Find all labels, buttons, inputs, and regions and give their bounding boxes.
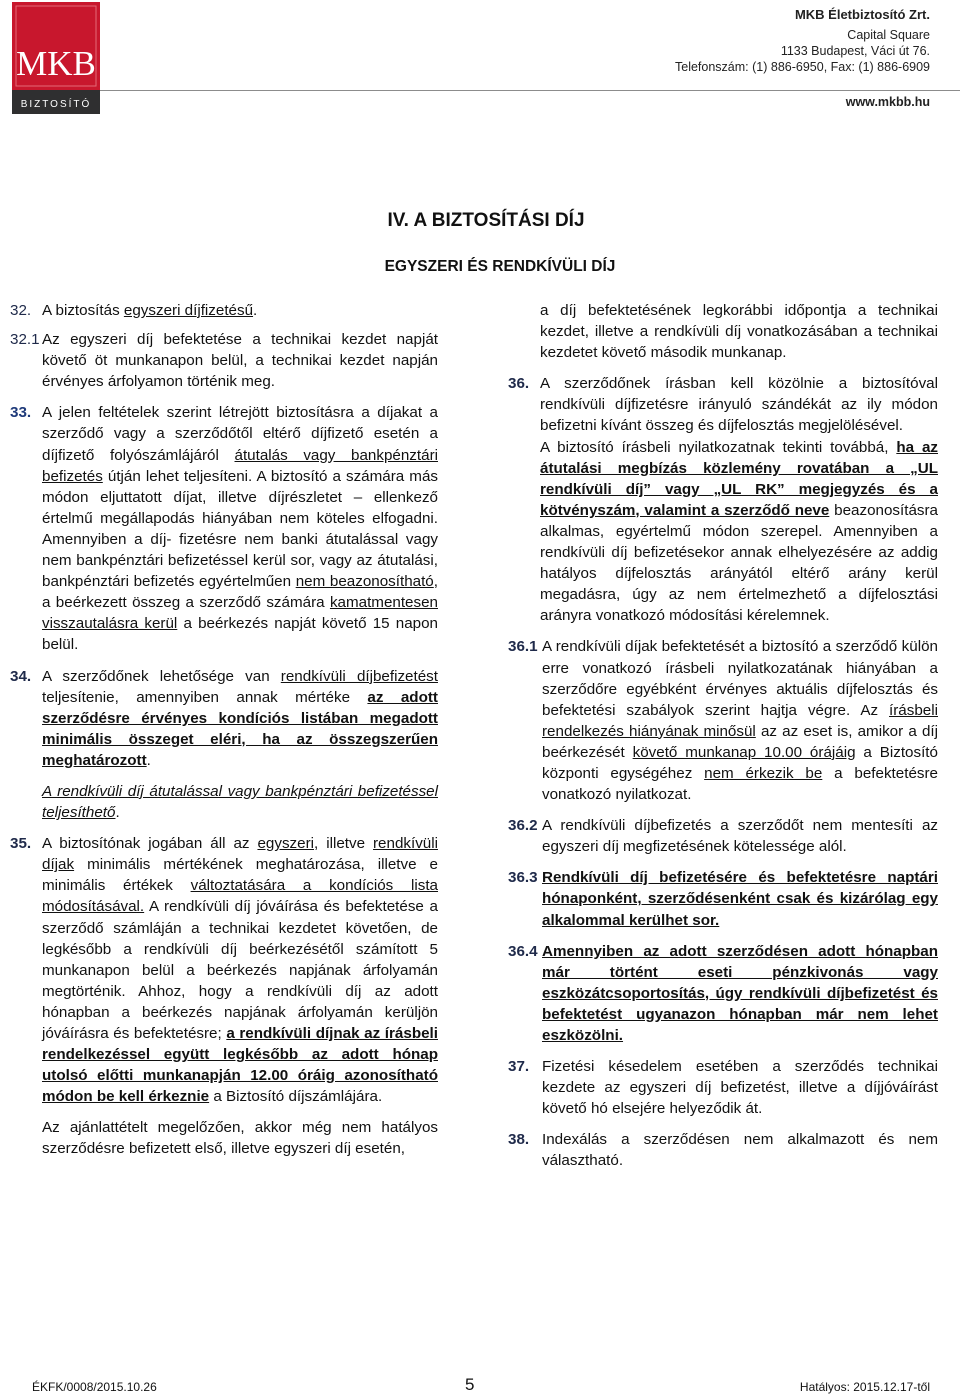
clause-34: 34. A szerződőnek lehetősége van rendkívüli díjbefizetést teljesítenie, amennyiben annak mértéke az adott szerződésre érvényes kondíciós listában megadott minimális összeget eléri, ha az összegszerűen meghatározott. A rendkívüli díj átutalással vagy bankpénztári befizetéssel teljesíthető. <box>10 667 438 822</box>
address-line: Capital Square <box>847 28 930 42</box>
logo-subtext: BIZTOSÍTÓ <box>20 99 92 110</box>
clause-32-1 <box>10 329 438 392</box>
mkb-logo <box>12 2 100 114</box>
logo-text: MKB <box>16 44 96 83</box>
header-divider <box>100 90 960 91</box>
page-number: 5 <box>465 1375 475 1394</box>
address-line: 1133 Budapest, Váci út 76. <box>780 44 930 58</box>
clause-number: 36.1 <box>508 638 538 656</box>
clause-35: 35. A biztosítónak jogában áll az egyszeri, illetve rendkívüli díjak minimális mértékének meghatározása, illetve e minimális értékek változtatására a kondíciós lista módosításával. A rendkívüli díj jóváírása és befektetése a szerződő számláján a technikai kezdetet követően, de legkésőbb a rendkívüli díj beérkezésétől számított 5 munkanapon belül a beérkezés napjának árfolyamán megtörténik. Ahhoz, hogy a rendkívüli díj az adott hónapban a beérkezés napjának árfolyamán kerüljön jóváírásra és befektetésre; a rendkívüli díjnak az írásbeli rendelkezéssel együtt legkésőbb az adott hónap utolsó előtti munkanapján 12.00 óráig azonosítható módon be kell érkeznie a Biztosító díjszámlájára. Az ajánlattételt megelőzően, akkor még nem hatályos szerződésre befizetett első, illetve egyszeri díj esetén, <box>10 835 439 1158</box>
clause-37: 37. Fizetési késedelem esetében a szerződés technikai kezdete az egyszeri díj befizetést, illetve a díjjóváírást követő hó elsejére helyeződik át. <box>508 1058 938 1118</box>
clause-number: 32.1 <box>10 331 40 349</box>
document-code: ÉKFK/0008/2015.10.26 <box>32 1380 157 1394</box>
clause-number: 36.2 <box>508 817 538 835</box>
clause-36-2: 36.2 A rendkívüli díjbefizetés a szerződőt nem mentesíti az egyszeri díj megfizetésének kötelessége alól. <box>508 817 938 856</box>
section-title: IV. A BIZTOSÍTÁSI DÍJ <box>387 210 585 231</box>
clause-36: 36. A szerződőnek írásban kell közölnie a biztosítóval rendkívüli díjfizetésre irányuló szándékát az ily módon befizetni kívánt összeg és díjfelosztás megjelölésével. A biztosító írásbeli nyilatkozatnak tekinti továbbá, ha az átutalási megbízás közlemény rovatában a „UL rendkívüli díj” vagy „UL RK” megjegyzés és a kötvényszám, valamint a szerződő neve beazonosításra alkalmas, egyértelmű módon szerepel. Amennyiben a rendkívüli díj befizetésekor annak elhelyezésére az addig hatályos díjfelosztás arányától eltérő arány kerül megadásra, úgy az nem értelmezhető a díjfelosztási arányra vonatkozó módosítási kérelemnek. <box>508 375 938 625</box>
company-name: MKB Életbiztosító Zrt. <box>794 7 930 22</box>
effective-date: Hatályos: 2015.12.17-től <box>799 1380 930 1394</box>
clause-number: 35. <box>10 835 32 853</box>
clause-35-continued: a díj befektetésének legkorábbi időpontja a technikai kezdet, illetve a rendkívüli díj vonatkozásában a technikai kezdetet követő második munkanap. <box>540 302 938 362</box>
clause-number: 33. <box>10 404 32 422</box>
clause-number: 38. <box>508 1131 530 1149</box>
clause-text: Az egyszeri díj befektetése a technikai kezdet napját követő öt munkanapon belül, a technikai kezdet napján érvényes árfolyamon történik meg. <box>42 331 438 391</box>
clause-number: 36.3 <box>508 869 538 887</box>
clause-36-3: 36.3 Rendkívüli díj befizetésére és befektetésre naptári hónaponként, szerződésenként csak és kizárólag egy alkalommal kerülhet sor. <box>508 869 938 929</box>
clause-number: 34. <box>10 667 32 685</box>
address-line: Telefonszám: (1) 886-6950, Fax: (1) 886-6909 <box>675 60 930 74</box>
clause-38: 38. Indexálás a szerződésen nem alkalmazott és nem választható. <box>508 1131 938 1170</box>
clause-number: 36. <box>508 375 530 393</box>
clause-number: 37. <box>508 1058 530 1076</box>
right-column <box>508 300 938 1182</box>
clause-36-4: 36.4 Amennyiben az adott szerződésen adott hónapban már történt eseti pénzkivonás vagy eszközátcsoportosítás, úgy rendkívüli díjbefizetést és befektetést ugyanazon hónapban már nem lehet eszközölni. <box>508 942 938 1044</box>
clause-number: 32. <box>10 302 32 319</box>
left-column <box>10 300 438 1170</box>
clause-33: 33. A jelen feltételek szerint létrejött biztosításra a díjakat a szerződő vagy a szerződőtől eltérő díjfizető esetén a díjfizető folyószámlájáról átutalás vagy bankpénztári befizetés útján lehet teljesíteni. A biztosító a számára más módon eljuttatott díjat, illetve díjrészletet – ellenkező értelmű megállapodás hiányában nem köteles elfogadni. Amennyiben a díj- fizetésre nem banki átutalással vagy nem bankpénztári befizetéssel kerül sor, vagy az átutalási, bankpénztári befizetés egyértelműen nem beazonosítható, a beérkezett összeg a szerződő számára kamatmentesen visszautalásra kerül a beérkezés napját követő 15 napon belül. <box>10 404 438 654</box>
website-link[interactable]: www.mkbb.hu <box>845 95 930 109</box>
clause-32: 32. A biztosítás egyszeri díjfizetésű. <box>10 300 438 321</box>
section-subtitle: EGYSZERI ÉS RENDKÍVÜLI DÍJ <box>384 258 616 275</box>
clause-36-1: 36.1 A rendkívüli díjak befektetését a biztosító a szerződő külön erre vonatkozó írásbeli nyilatkozatának hiányában a szerződőre egyébként érvényes aktuális díjfelosztás és befektetési szabályok szerint hajtja végre. Az írásbeli rendelkezés hiányának minősül az az eset is, amikor a díj beérkezését követő munkanap 10.00 órájáig a Biztosító központi egységéhez nem érkezik be a befektetésre vonatkozó nyilatkozat. <box>508 638 939 804</box>
clause-number: 36.4 <box>508 942 538 960</box>
company-address <box>675 27 930 75</box>
